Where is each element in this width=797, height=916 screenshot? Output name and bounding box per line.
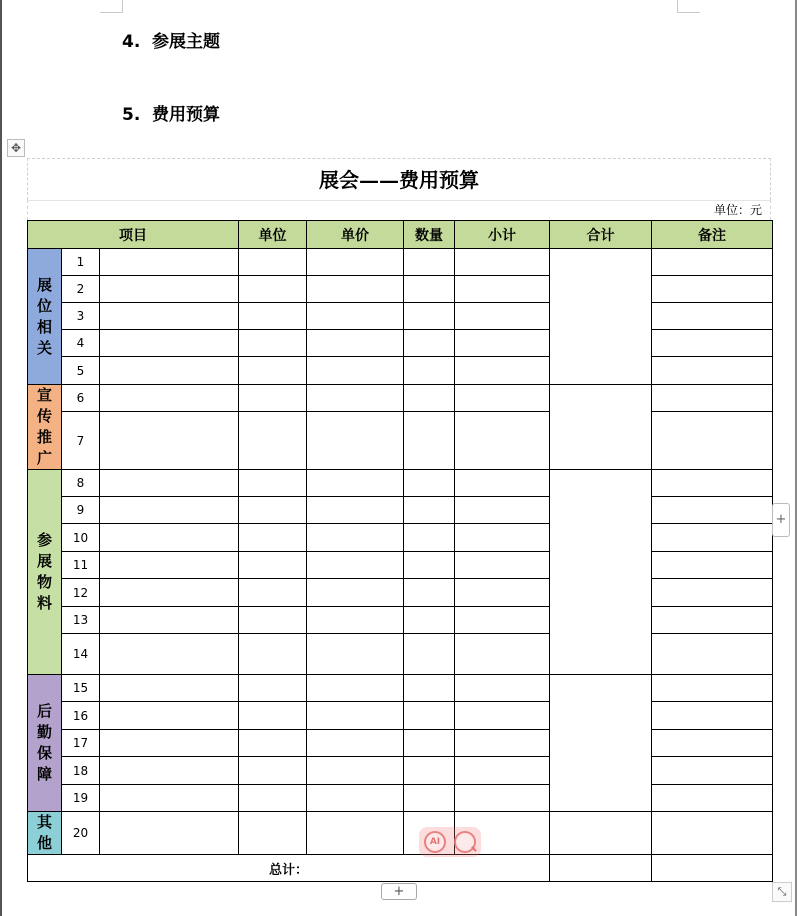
price-cell[interactable] [307,579,404,607]
subtotal-cell[interactable] [455,675,550,702]
qty-cell[interactable] [404,330,455,357]
subtotal-cell[interactable] [455,634,550,675]
table-row [28,702,773,730]
item-cell[interactable] [100,412,239,470]
remark-cell[interactable] [652,579,773,607]
qty-cell[interactable] [404,303,455,330]
add-column-button[interactable]: + [772,503,790,537]
category-label: 参展物料 [37,531,53,612]
search-icon[interactable] [454,831,476,853]
price-cell[interactable] [307,524,404,552]
heading-text: 参展主题 [152,32,220,52]
table-row [28,357,773,385]
item-cell[interactable] [100,249,239,276]
row-index: 18 [62,757,100,785]
price-cell[interactable] [307,357,404,385]
row-index: 9 [62,497,100,524]
row-index: 14 [62,634,100,675]
unit-cell[interactable] [239,634,307,675]
remark-cell[interactable] [652,470,773,497]
qty-cell[interactable] [404,497,455,524]
table-row [28,607,773,634]
table-title: 展会——费用预算 [27,158,771,200]
qty-cell[interactable] [404,552,455,579]
qty-cell[interactable] [404,579,455,607]
table-row [28,249,773,276]
heading-exhibition-theme [122,27,220,52]
remark-cell[interactable] [652,702,773,730]
category-other [28,812,62,855]
category-label: 其他 [37,813,53,852]
table-row [28,470,773,497]
subtotal-cell[interactable] [455,303,550,330]
remark-cell[interactable] [652,785,773,812]
table-row [28,303,773,330]
total-cell[interactable] [550,385,652,470]
heading-text: 费用预算 [152,105,220,125]
price-cell[interactable] [307,552,404,579]
item-cell[interactable] [100,730,239,757]
qty-cell[interactable] [404,730,455,757]
total-cell[interactable] [550,249,652,385]
table-row [28,412,773,470]
subtotal-cell[interactable] [455,757,550,785]
qty-cell[interactable] [404,470,455,497]
header-unit: 单位 [239,221,307,249]
table-header-row [28,221,773,249]
category-materials [28,470,62,675]
subtotal-cell[interactable] [455,276,550,303]
price-cell[interactable] [307,757,404,785]
item-cell[interactable] [100,675,239,702]
unit-cell[interactable] [239,249,307,276]
floating-toolbar [419,827,481,857]
qty-cell[interactable] [404,607,455,634]
grand-total-row [28,855,773,882]
qty-cell[interactable] [404,385,455,412]
remark-cell[interactable] [652,607,773,634]
crop-mark-top-left [100,0,123,13]
category-promotion [28,385,62,470]
row-index: 12 [62,579,100,607]
grand-total-value[interactable] [550,855,652,882]
unit-cell[interactable] [239,385,307,412]
row-index: 13 [62,607,100,634]
unit-cell[interactable] [239,730,307,757]
subtotal-cell[interactable] [455,412,550,470]
table-row [28,785,773,812]
item-cell[interactable] [100,330,239,357]
subtotal-cell[interactable] [455,357,550,385]
subtotal-cell[interactable] [455,330,550,357]
header-item: 项目 [28,221,239,249]
header-subtotal: 小计 [455,221,550,249]
qty-cell[interactable] [404,249,455,276]
price-cell[interactable] [307,730,404,757]
remark-cell[interactable] [652,524,773,552]
qty-cell[interactable] [404,702,455,730]
table-move-icon[interactable]: ✥ [7,139,25,157]
unit-cell[interactable] [239,552,307,579]
subtotal-cell[interactable] [455,470,550,497]
add-row-button[interactable]: + [381,883,417,900]
remark-cell[interactable] [652,812,773,855]
subtotal-cell[interactable] [455,524,550,552]
subtotal-cell[interactable] [455,385,550,412]
table-row [28,730,773,757]
price-cell[interactable] [307,303,404,330]
unit-cell[interactable] [239,785,307,812]
header-remarks: 备注 [652,221,773,249]
price-cell[interactable] [307,330,404,357]
category-logistics [28,675,62,812]
item-cell[interactable] [100,785,239,812]
item-cell[interactable] [100,579,239,607]
remark-cell[interactable] [652,730,773,757]
unit-cell[interactable] [239,812,307,855]
heading-number: 5. [122,105,141,125]
remark-cell[interactable] [652,276,773,303]
total-cell[interactable] [550,675,652,812]
remark-cell[interactable] [652,357,773,385]
table-row [28,675,773,702]
row-index: 5 [62,357,100,385]
remark-cell[interactable] [652,552,773,579]
header-quantity: 数量 [404,221,455,249]
remark-cell[interactable] [652,497,773,524]
item-cell[interactable] [100,524,239,552]
item-cell[interactable] [100,634,239,675]
table-row [28,276,773,303]
qty-cell[interactable] [404,524,455,552]
unit-cell[interactable] [239,757,307,785]
price-cell[interactable] [307,412,404,470]
row-index: 3 [62,303,100,330]
price-cell[interactable] [307,470,404,497]
heading-number: 4. [122,32,141,52]
item-cell[interactable] [100,552,239,579]
ai-assistant-button[interactable]: AI [424,831,446,853]
row-index: 10 [62,524,100,552]
table-row [28,524,773,552]
row-index: 2 [62,276,100,303]
row-index: 15 [62,675,100,702]
qty-cell[interactable] [404,757,455,785]
qty-cell[interactable] [404,412,455,470]
unit-cell[interactable] [239,330,307,357]
resize-table-icon[interactable]: ⤡ [772,882,792,902]
table-row [28,330,773,357]
unit-cell[interactable] [239,303,307,330]
row-index: 17 [62,730,100,757]
qty-cell[interactable] [404,276,455,303]
row-index: 7 [62,412,100,470]
unit-cell[interactable] [239,276,307,303]
remark-cell[interactable] [652,330,773,357]
unit-cell[interactable] [239,607,307,634]
row-index: 20 [62,812,100,855]
row-index: 1 [62,249,100,276]
subtotal-cell[interactable] [455,249,550,276]
item-cell[interactable] [100,607,239,634]
row-index: 19 [62,785,100,812]
grand-total-remark[interactable] [652,855,773,882]
price-cell[interactable] [307,607,404,634]
remark-cell[interactable] [652,757,773,785]
row-index: 11 [62,552,100,579]
header-total: 合计 [550,221,652,249]
item-cell[interactable] [100,470,239,497]
row-index: 8 [62,470,100,497]
table-row [28,385,773,412]
unit-cell[interactable] [239,412,307,470]
qty-cell[interactable] [404,785,455,812]
total-cell[interactable] [550,812,652,855]
unit-cell[interactable] [239,357,307,385]
table-row [28,812,773,855]
subtotal-cell[interactable] [455,730,550,757]
qty-cell[interactable] [404,675,455,702]
item-cell[interactable] [100,357,239,385]
subtotal-cell[interactable] [455,702,550,730]
heading-budget [122,100,220,125]
unit-cell[interactable] [239,702,307,730]
table-row [28,634,773,675]
subtotal-cell[interactable] [455,497,550,524]
subtotal-cell[interactable] [455,552,550,579]
unit-cell[interactable] [239,675,307,702]
remark-cell[interactable] [652,634,773,675]
item-cell[interactable] [100,303,239,330]
price-cell[interactable] [307,785,404,812]
price-cell[interactable] [307,276,404,303]
category-label: 展位相关 [37,275,53,357]
table-row [28,497,773,524]
price-cell[interactable] [307,249,404,276]
category-label: 宣传推广 [37,386,53,467]
subtotal-cell[interactable] [455,579,550,607]
unit-cell[interactable] [239,524,307,552]
price-cell[interactable] [307,385,404,412]
subtotal-cell[interactable] [455,785,550,812]
item-cell[interactable] [100,702,239,730]
category-label: 后勤保障 [37,702,53,783]
crop-mark-top-right [677,0,700,13]
total-cell[interactable] [550,470,652,675]
remark-cell[interactable] [652,303,773,330]
item-cell[interactable] [100,812,239,855]
price-cell[interactable] [307,675,404,702]
unit-note: 单位：元 [27,200,771,220]
item-cell[interactable] [100,757,239,785]
table-row [28,552,773,579]
row-index: 6 [62,385,100,412]
qty-cell[interactable] [404,357,455,385]
item-cell[interactable] [100,276,239,303]
grand-total-label: 总计： [28,855,550,882]
unit-cell[interactable] [239,497,307,524]
page-left-edge [0,0,2,916]
price-cell[interactable] [307,634,404,675]
item-cell[interactable] [100,385,239,412]
price-cell[interactable] [307,702,404,730]
table-row [28,579,773,607]
header-unit-price: 单价 [307,221,404,249]
table-row [28,757,773,785]
unit-cell[interactable] [239,579,307,607]
unit-cell[interactable] [239,470,307,497]
remark-cell[interactable] [652,249,773,276]
subtotal-cell[interactable] [455,607,550,634]
price-cell[interactable] [307,812,404,855]
remark-cell[interactable] [652,412,773,470]
row-index: 4 [62,330,100,357]
item-cell[interactable] [100,497,239,524]
price-cell[interactable] [307,497,404,524]
qty-cell[interactable] [404,634,455,675]
row-index: 16 [62,702,100,730]
remark-cell[interactable] [652,675,773,702]
budget-table [27,220,773,882]
remark-cell[interactable] [652,385,773,412]
category-booth [28,249,62,385]
